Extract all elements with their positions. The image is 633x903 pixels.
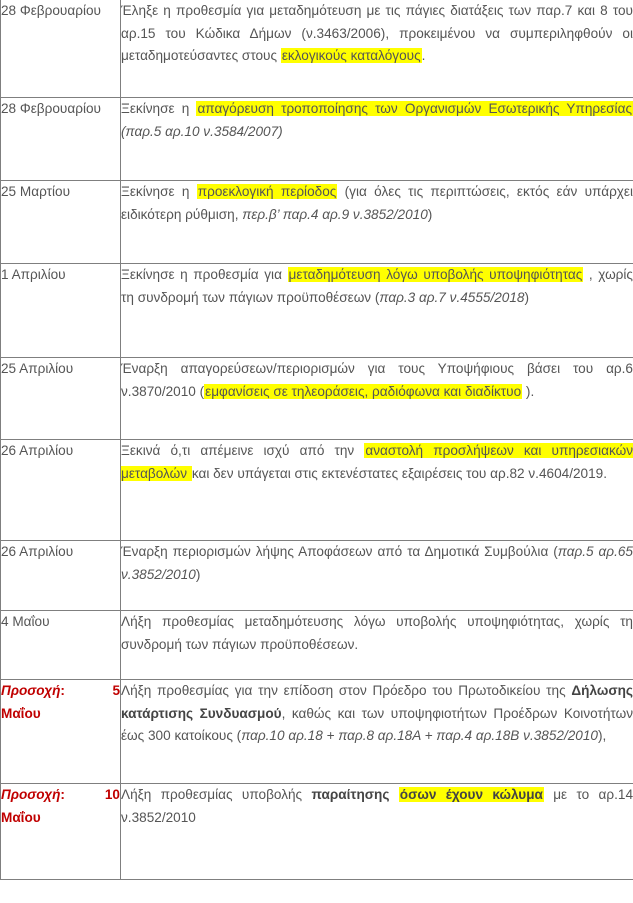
text-segment: Λήξη προθεσμίας υποβολής [121, 787, 312, 802]
table-row [1, 98, 633, 181]
text-segment: ) [524, 289, 530, 305]
date-cell: 28 Φεβρουαρίου [1, 98, 121, 181]
table-row [1, 541, 633, 611]
alert-label: Προσοχή: [1, 683, 65, 698]
highlighted-text: απαγόρευση τροποποίησης των Οργανισμών Εσωτερικής Υπηρεσίας [197, 101, 632, 116]
text-segment: , καθώς και των υποψηφιοτήτων Προέδρων Κοινοτήτων έως 300 κατοίκους ( [121, 705, 633, 744]
description-cell [121, 0, 633, 98]
text-segment: . [421, 48, 426, 64]
bold-text: Δήλωσης κατάρτισης Συνδυασμού [121, 683, 633, 721]
description-cell [121, 680, 633, 784]
bold-text: παραίτησης [311, 787, 390, 802]
alert-label: Προσοχή: [1, 787, 65, 802]
highlighted-text: μεταδημότευση λόγω υποβολής υποψηφιότητας [288, 267, 583, 282]
table-row [1, 358, 633, 440]
text-segment: με το αρ.14 ν.3852/2010 [121, 787, 633, 825]
date-cell: 28 Φεβρουαρίου [1, 0, 121, 98]
highlighted-text: εκλογικούς καταλόγους [281, 48, 421, 64]
description-cell [121, 358, 633, 440]
table-row [1, 611, 633, 680]
text-segment: ), [597, 728, 607, 744]
description-cell [121, 541, 633, 611]
text-segment: Λήξη προθεσμίας μεταδημότευσης λόγω υποβολής υποψηφιότητας, χωρίς τη συνδρομή των πάγιων προϋποθέσεων. [121, 614, 633, 652]
highlighted-text: προεκλογική περίοδος [197, 184, 337, 199]
text-segment: Ξεκίνησε η [121, 101, 197, 116]
date-cell: 1 Απριλίου [1, 264, 121, 358]
text-segment: Ξεκίνησε η προθεσμία για [121, 267, 288, 282]
text-segment: ) [195, 566, 201, 582]
alert-date-cell [1, 784, 121, 880]
table-row [1, 181, 633, 264]
text-segment: ). [522, 383, 535, 399]
highlighted-text: αναστολή προσλήψεων και υπηρεσιακών μεταβολών [121, 443, 633, 481]
law-reference: παρ.10 αρ.18 + παρ.8 αρ.18Α + παρ.4 αρ.18Β ν.3852/2010 [241, 728, 598, 744]
highlighted-bold-text: όσων έχουν κώλυμα [399, 787, 543, 802]
table-row [1, 680, 633, 784]
date-cell: 25 Απριλίου [1, 358, 121, 440]
law-reference: (παρ.5 αρ.10 ν.3584/2007) [121, 123, 283, 139]
date-cell: 26 Απριλίου [1, 541, 121, 611]
text-segment: Έναρξη περιορισμών λήψης Αποφάσεων από τα Δημοτικά Συμβούλια ( [121, 544, 558, 559]
alert-date-cell [1, 680, 121, 784]
text-segment: και δεν υπάγεται στις εκτενέστατες εξαιρέσεις του αρ.82 ν.4604/2019. [191, 465, 607, 481]
date-cell: 4 Μαΐου [1, 611, 121, 680]
description-cell [121, 611, 633, 680]
alert-day: 5 [112, 683, 120, 698]
text-segment: ) [427, 206, 433, 222]
table-row [1, 784, 633, 880]
description-cell [121, 440, 633, 541]
text-segment: Έναρξη απαγορεύσεων/περιορισμών για τους Υποψήφιους βάσει του αρ.6 ν.3870/2010 ( [121, 361, 633, 399]
table-row [1, 0, 633, 98]
table-row [1, 264, 633, 358]
highlighted-text: εμφανίσεις σε τηλεοράσεις, ραδιόφωνα και διαδίκτυο [205, 383, 522, 399]
description-cell [121, 784, 633, 880]
date-cell: 26 Απριλίου [1, 440, 121, 541]
table-row [1, 440, 633, 541]
date-cell: 25 Μαρτίου [1, 181, 121, 264]
text-segment [389, 787, 398, 802]
text-segment: , χωρίς τη συνδρομή των πάγιων προϋποθέσεων ( [121, 267, 633, 305]
text-segment: Ξεκίνησε η [121, 184, 197, 199]
alert-month: Μαΐου [1, 809, 41, 825]
law-reference: περ.β’ παρ.4 αρ.9 ν.3852/2010 [242, 206, 428, 222]
text-segment: (για όλες τις περιπτώσεις, εκτός εάν υπάρχει ειδικότερη ρύθμιση, [121, 184, 633, 222]
law-reference: παρ.3 αρ.7 ν.4555/2018 [379, 289, 525, 305]
description-cell [121, 264, 633, 358]
law-reference: παρ.5 αρ.65 ν.3852/2010 [121, 544, 633, 582]
alert-month: Μαΐου [1, 705, 41, 721]
text-segment: Λήξη προθεσμίας για την επίδοση στον Πρόεδρο του Πρωτοδικείου της [121, 683, 572, 698]
description-cell [121, 181, 633, 264]
alert-day: 10 [104, 787, 120, 802]
description-cell [121, 98, 633, 181]
text-segment: Έληξε η προθεσμία για μεταδημότευση με τις πάγιες διατάξεις των παρ.7 και 8 του αρ.15 του Κώδικα Δήμων (ν.3463/2006), προκειμένου να συμπεριληφθούν οι μεταδημοτεύσαντες στους [121, 3, 633, 64]
text-segment: Ξεκινά ό,τι απέμεινε ισχύ από την [121, 443, 365, 458]
